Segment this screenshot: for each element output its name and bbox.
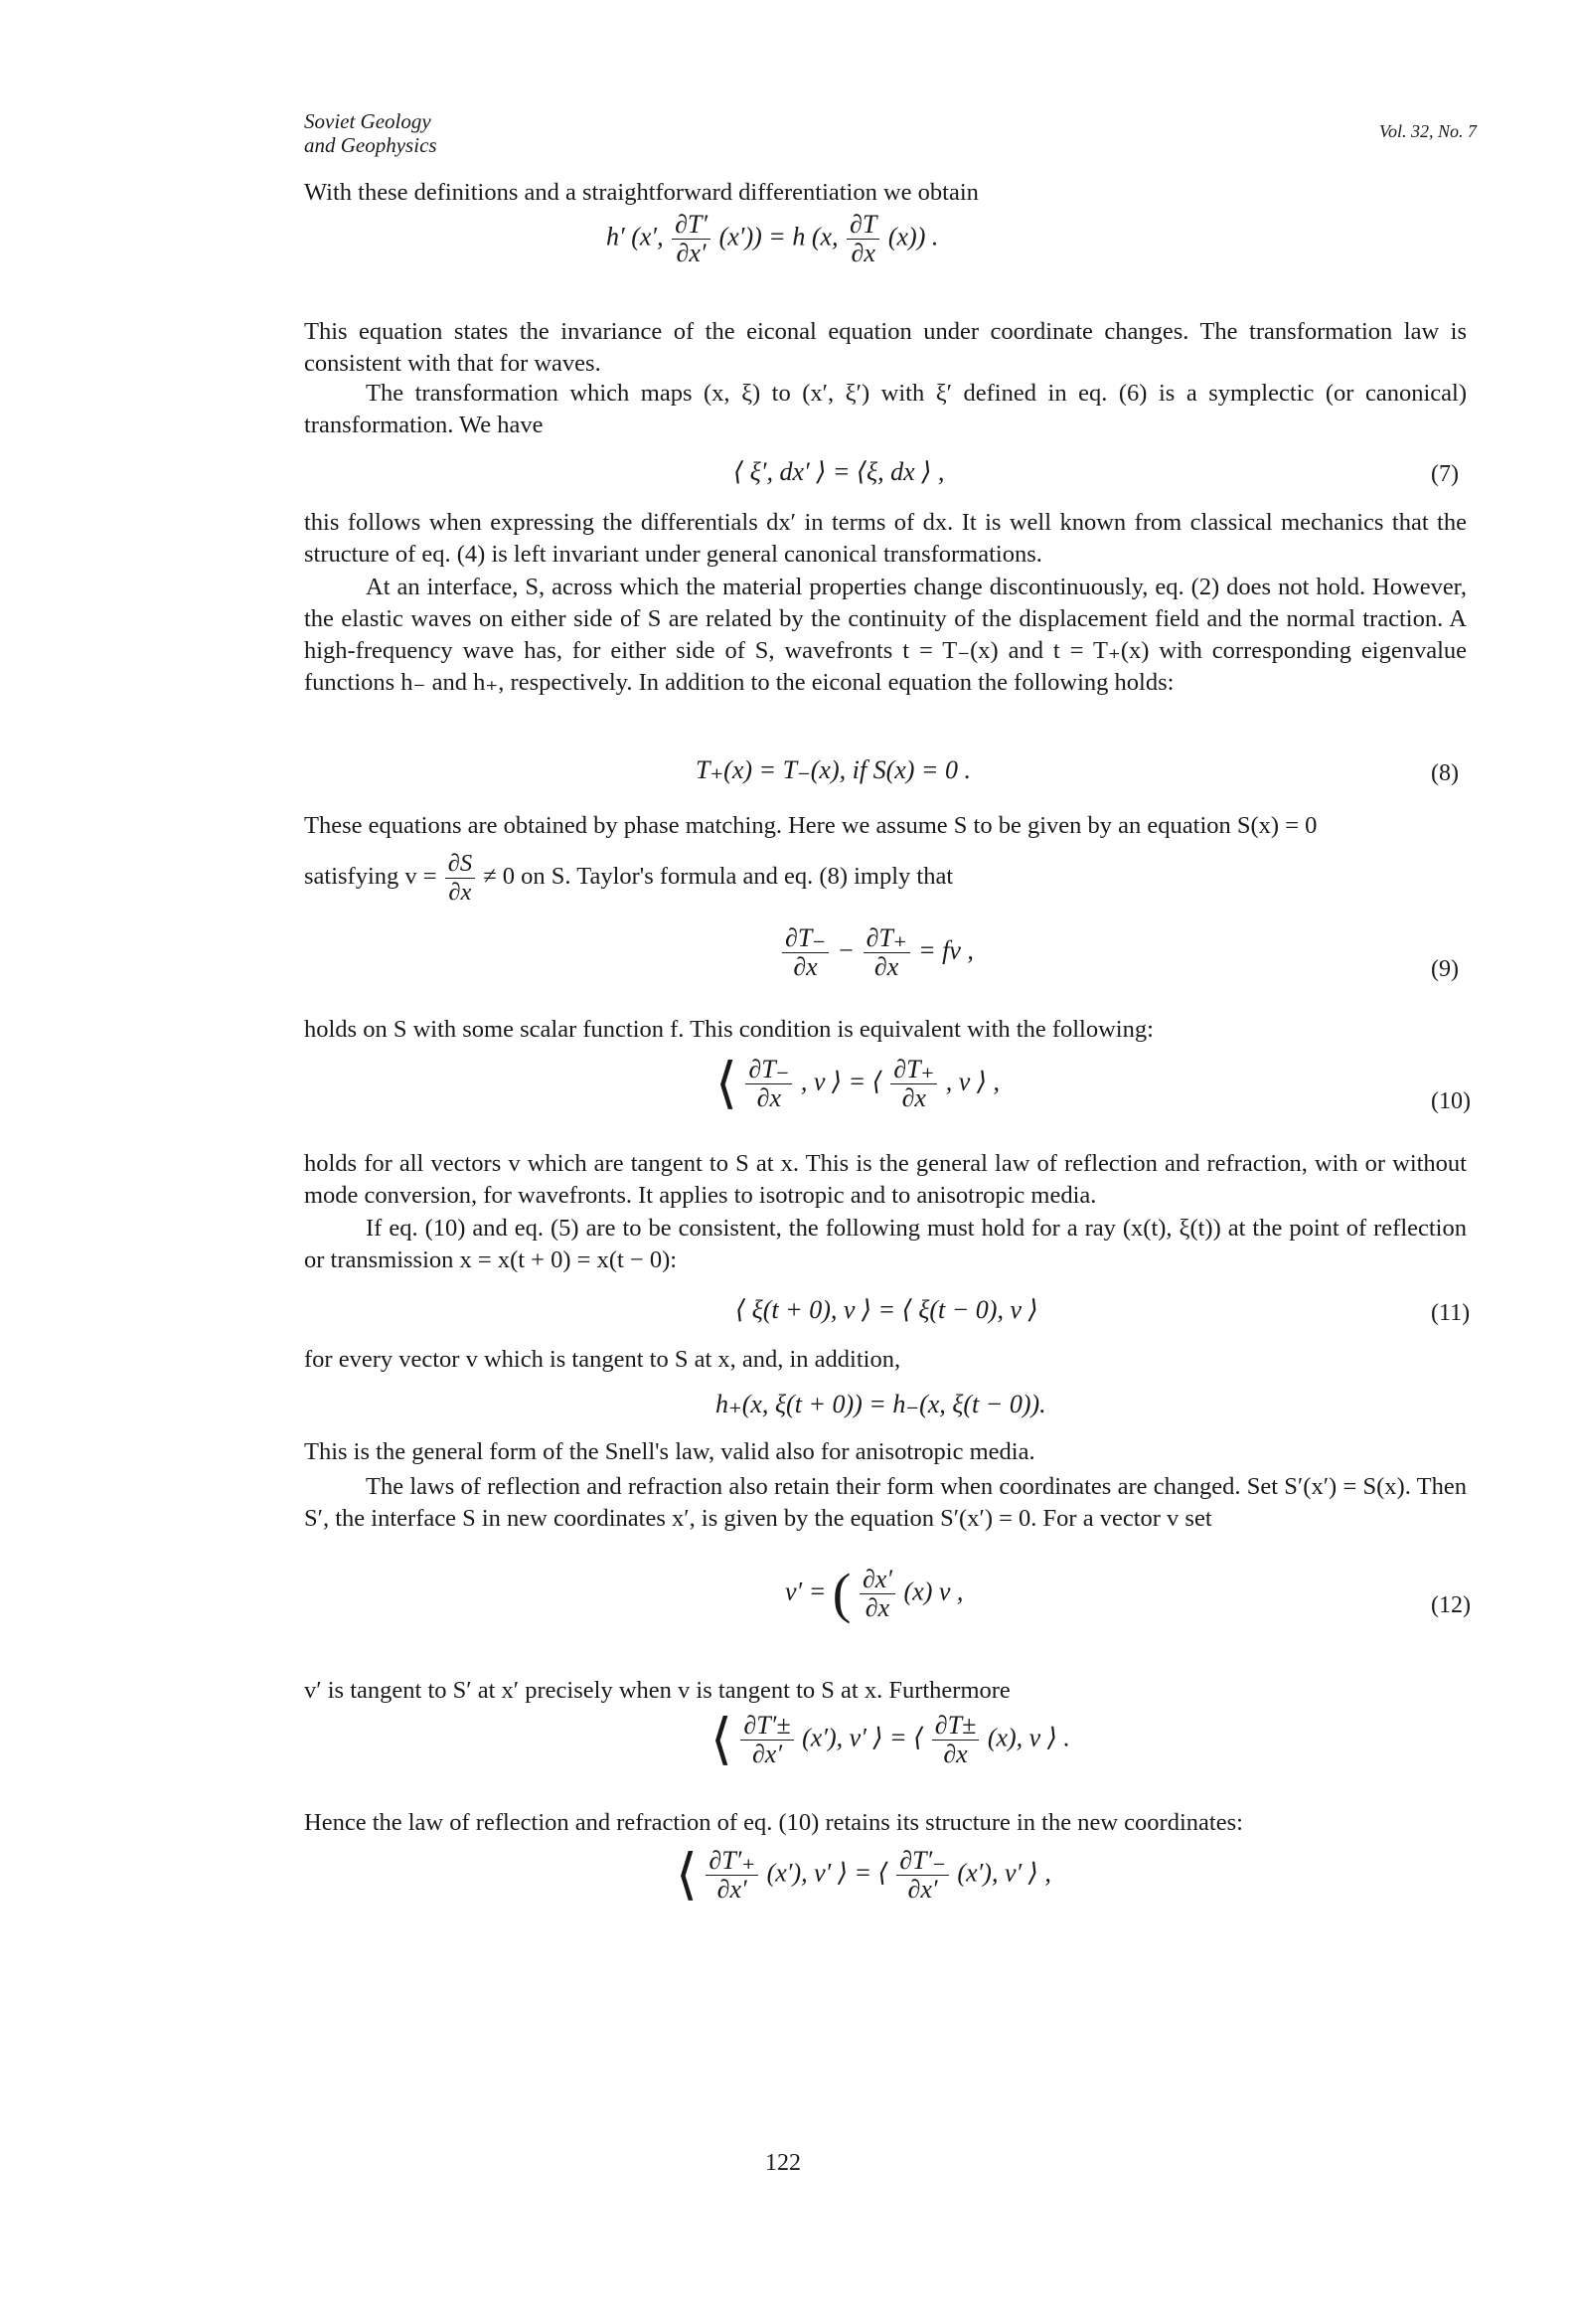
paragraph-6a: These equations are obtained by phase matching. Here we assume S to be given by an equation S(x) = 0 — [304, 812, 1318, 839]
frac-den: ∂x′ — [907, 1875, 938, 1904]
equation-law-new-coordinates — [676, 1844, 1051, 1907]
frac-den: ∂x — [901, 1083, 926, 1112]
frac-den: ∂x — [865, 1593, 890, 1622]
paragraph-7: holds on S with some scalar function f. This condition is equivalent with the following: — [304, 1016, 1154, 1043]
paragraph-9: If eq. (10) and eq. (5) are to be consistent, the following must hold for a ray (x(t), ξ(t)) at the point of reflection or transmission x = x(t + 0) = x(t − 0): — [304, 1215, 1467, 1273]
journal-title-line2: and Geophysics — [304, 133, 437, 157]
frac-den: ∂x′ — [676, 239, 707, 267]
equation-11: ⟨ ξ(t + 0), v ⟩ = ⟨ ξ(t − 0), v ⟩ — [735, 1295, 1038, 1324]
frac-num: ∂S — [445, 850, 475, 879]
fraction-dTprime-minus-dxprime — [896, 1847, 949, 1904]
equation-9 — [780, 924, 974, 981]
volume-label: Vol. 32, No. 7 — [1379, 121, 1478, 141]
equation-h-invariance — [606, 211, 938, 267]
paragraph-2: This equation states the invariance of the eiconal equation under coordinate changes. The transformation law is consistent with that for waves. — [304, 318, 1467, 377]
eq10-end: , v ⟩ , — [945, 1067, 1000, 1096]
eq-t2-end: (x′), v′ ⟩ , — [957, 1858, 1051, 1888]
frac-num: ∂T — [847, 211, 879, 240]
equation-12-number: (12) — [1431, 1592, 1471, 1618]
eq9-minus: − — [837, 935, 856, 965]
fraction-dTplus-dx — [890, 1056, 937, 1112]
eq-h-right: (x)) . — [887, 222, 939, 251]
frac-num: ∂T₊ — [864, 924, 910, 953]
paragraph-3: The transformation which maps (x, ξ) to (x′, ξ′) with ξ′ defined in eq. (6) is a symplectic (or canonical) transformation. We have — [304, 380, 1467, 438]
fraction-dTprime-pm-dxprime — [740, 1712, 793, 1768]
paragraph-5: At an interface, S, across which the material properties change discontinuously, eq. (2) does not hold. However, the elastic waves on either side of S are related by the continuity of the displacement field and the normal traction. A high-frequency wave has, for either side of S, wavefronts t = T₋(x) and t = T₊(x) with corresponding eigenvalue functions h₋ and h₊, respectively. In addition to the eiconal equation the following holds: — [304, 574, 1467, 696]
equation-9-number: (9) — [1431, 956, 1459, 982]
equation-11-number: (11) — [1431, 1300, 1471, 1326]
fraction-dTminus-dx — [745, 1056, 792, 1112]
frac-den: ∂x — [448, 879, 472, 906]
frac-den: ∂x — [851, 239, 875, 267]
frac-den: ∂x′ — [716, 1875, 747, 1904]
frac-num: ∂T′± — [740, 1712, 793, 1741]
frac-num: ∂T′₋ — [896, 1847, 949, 1876]
frac-num: ∂T′₊ — [706, 1847, 758, 1876]
eq-h-mid: (x′)) = h (x, — [718, 222, 839, 251]
frac-num: ∂T₋ — [745, 1056, 792, 1084]
journal-header — [304, 109, 437, 157]
equation-8: T₊(x) = T₋(x), if S(x) = 0 . — [696, 755, 971, 784]
equation-snell-h: h₊(x, ξ(t + 0)) = h₋(x, ξ(t − 0)). — [715, 1390, 1046, 1418]
paragraph-10: for every vector v which is tangent to S at x, and, in addition, — [304, 1346, 901, 1373]
fraction-dTminus-dx — [782, 924, 829, 981]
frac-num: ∂T₋ — [782, 924, 829, 953]
frac-num: ∂x′ — [860, 1566, 895, 1594]
eq-t1-end: (x), v ⟩ . — [987, 1723, 1070, 1752]
paragraph-12: The laws of reflection and refraction also retain their form when coordinates are changed. Set S′(x′) = S(x). Then S′, the interface S in new coordinates x′, is given by the equation S′(x′) = 0. For a vector v set — [304, 1473, 1467, 1532]
frac-den: ∂x — [873, 952, 899, 981]
paragraph-6b — [304, 850, 1467, 907]
eq10-mid: , v ⟩ = ⟨ — [800, 1067, 882, 1096]
fraction-dTplus-dx — [864, 924, 910, 981]
frac-den: ∂x′ — [751, 1740, 783, 1768]
fraction-dxprime-dx — [860, 1566, 895, 1622]
angle-open: ⟨ — [676, 1844, 698, 1907]
paren-open: ( — [832, 1563, 852, 1625]
frac-den: ∂x — [943, 1740, 968, 1768]
equation-8-number: (8) — [1431, 760, 1459, 786]
eq12-rhs: (x) v , — [903, 1577, 964, 1606]
paragraph-4: this follows when expressing the differentials dx′ in terms of dx. It is well known from classical mechanics that the structure of eq. (4) is left invariant under general canonical transformations. — [304, 509, 1467, 568]
paragraph-14: Hence the law of reflection and refraction of eq. (10) retains its structure in the new coordinates: — [304, 1809, 1243, 1836]
p6b-post: ≠ 0 on S. Taylor's formula and eq. (8) imply that — [483, 863, 954, 891]
equation-10-number: (10) — [1431, 1088, 1471, 1114]
fraction-dT-dx — [847, 211, 879, 267]
journal-title-line1: Soviet Geology — [304, 109, 431, 133]
fraction-dTprime-plus-dxprime — [706, 1847, 758, 1904]
equation-tangent-transform — [710, 1709, 1070, 1771]
paragraph-13: v′ is tangent to S′ at x′ precisely when v is tangent to S at x. Furthermore — [304, 1677, 1011, 1704]
equation-7: ⟨ ξ′, dx′ ⟩ = ⟨ξ, dx ⟩ , — [733, 457, 945, 486]
eq-t2-mid: (x′), v′ ⟩ = ⟨ — [766, 1858, 888, 1888]
equation-10 — [715, 1053, 1000, 1115]
eq12-lhs: v′ = — [785, 1577, 827, 1606]
equation-7-number: (7) — [1431, 461, 1459, 487]
eq-h-left: h′ (x′, — [606, 222, 664, 251]
angle-open: ⟨ — [715, 1053, 737, 1115]
p6b-pre: satisfying v = — [304, 863, 437, 891]
frac-num: ∂T₊ — [890, 1056, 937, 1084]
frac-num: ∂T± — [932, 1712, 980, 1741]
angle-open: ⟨ — [710, 1709, 732, 1771]
frac-num: ∂T′ — [672, 211, 710, 240]
frac-den: ∂x — [756, 1083, 782, 1112]
page-number: 122 — [765, 2150, 801, 2176]
equation-12 — [785, 1563, 964, 1625]
fraction-dS-dx — [445, 850, 475, 907]
fraction-dT-pm-dx — [932, 1712, 980, 1768]
frac-den: ∂x — [793, 952, 818, 981]
paragraph-8: holds for all vectors v which are tangent to S at x. This is the general law of reflection and refraction, with or without mode conversion, for wavefronts. It applies to isotropic and to anisotropic media. — [304, 1150, 1467, 1209]
paragraph-11: This is the general form of the Snell's law, valid also for anisotropic media. — [304, 1438, 1035, 1465]
fraction-dTprime-dxprime — [672, 211, 710, 267]
paragraph-1: With these definitions and a straightforward differentiation we obtain — [304, 179, 979, 206]
eq9-rhs: = fv , — [918, 935, 974, 965]
eq-t1-mid: (x′), v′ ⟩ = ⟨ — [802, 1723, 924, 1752]
